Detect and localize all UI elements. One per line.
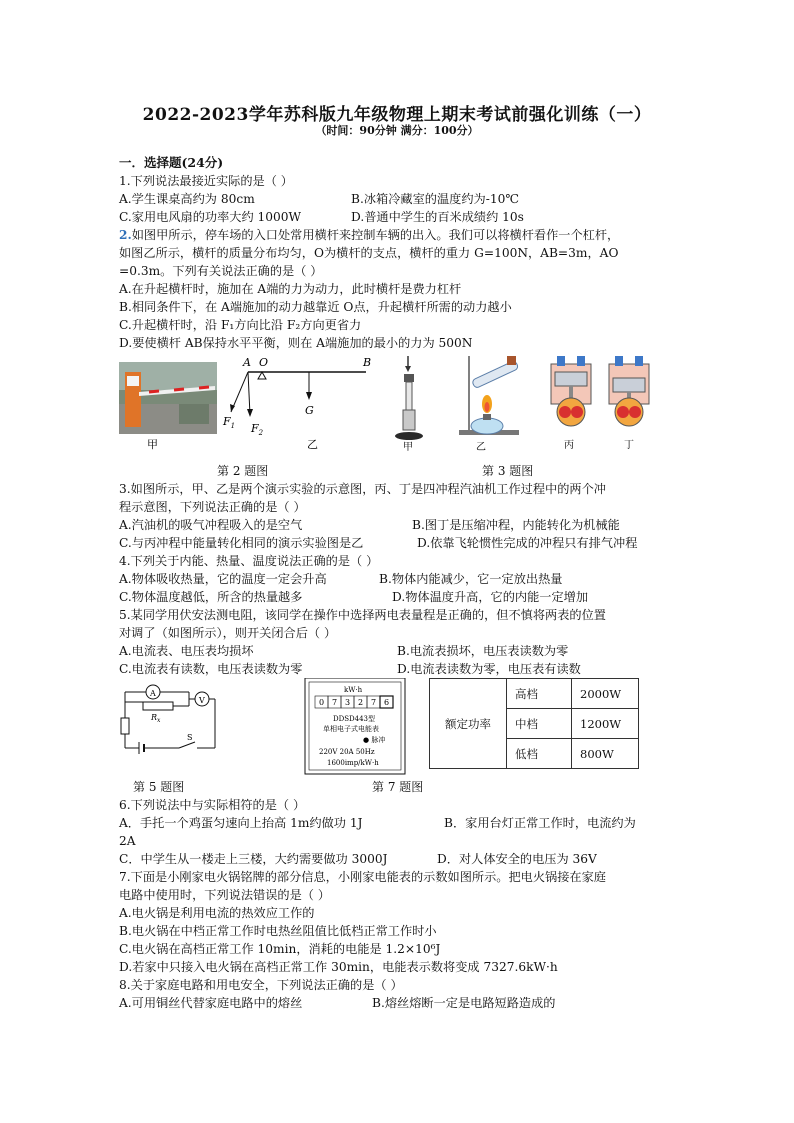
q2-option-b: B.相同条件下，在 A端施加的动力越靠近 O点，升起横杆所需的动力越小 — [119, 300, 512, 314]
q4-option-b: B.物体内能减少，它一定放出热量 — [379, 572, 563, 586]
q5-stem-line-1: 5.某同学用伏安法测电阻，该同学在操作中选择两电表量程是正确的，但不慎将两表的位置 — [119, 608, 606, 622]
gear-power: 2000W — [572, 679, 639, 709]
lever-label-g: G — [305, 404, 314, 417]
meter-digit: 2 — [358, 698, 364, 707]
gear-label: 低档 — [507, 739, 572, 769]
q1-options-ab — [119, 190, 679, 208]
resistor-label: $R_x$ — [151, 713, 161, 724]
q2-option-c: C.升起横杆时，沿 F₁方向比沿 F₂方向更省力 — [119, 318, 362, 332]
meter-digit: 7 — [332, 698, 338, 707]
section-heading: 一．选择题(24分) — [119, 155, 224, 170]
q4-stem: 4.下列关于内能、热量、温度说法正确的是（ ） — [119, 554, 379, 568]
meter-digit: 7 — [371, 698, 377, 707]
q1-option-a: A.学生课桌高约为 80cm — [119, 192, 255, 206]
fig2-label-yi: 乙 — [307, 438, 318, 451]
fig3-label-jia: 甲 — [403, 442, 413, 453]
meter-pulse: ● 脉冲 — [363, 736, 386, 744]
q3-stem-line-1: 3.如图所示，甲、乙是两个演示实验的示意图，丙、丁是四冲程汽油机工作过程中的两个冲 — [119, 482, 606, 496]
q2-option-d: D.要使横杆 AB保持水平平衡，则在 A端施加的最小的力为 500N — [119, 336, 473, 350]
figures-q2-q3 — [119, 352, 679, 462]
gear-power: 1200W — [572, 709, 639, 739]
fig5-caption: 第 5 题图 — [133, 780, 185, 794]
q3-option-d: D.依靠飞轮惯性完成的冲程只有排气冲程 — [417, 536, 638, 550]
q3-option-a: A.汽油机的吸气冲程吸入的是空气 — [119, 518, 303, 532]
q3-option-c: C.与丙冲程中能量转化相同的演示实验图是乙 — [119, 536, 364, 550]
q3-option-b: B.图丁是压缩冲程，内能转化为机械能 — [412, 518, 620, 532]
q7-option-a: A.电火锅是利用电流的热效应工作的 — [119, 906, 315, 920]
exam-content — [119, 154, 679, 1012]
q7-stem-line-2: 电路中使用时，下列说法错误的是（ ） — [119, 888, 331, 902]
meter-digit: 0 — [319, 698, 325, 707]
q5-options-cd — [119, 660, 679, 678]
q1-option-d: D.普通中学生的百米成绩约 10s — [351, 210, 524, 224]
q8-options-ab — [119, 994, 679, 1012]
lever-diagram — [230, 372, 366, 417]
q6-option-d: D．对人体安全的电压为 36V — [437, 852, 597, 866]
q2-option-a: A.在升起横杆时，施加在 A端的力为动力，此时横杆是费力杠杆 — [119, 282, 462, 296]
q4-options-ab — [119, 570, 679, 588]
q1-stem: 1.下列说法最接近实际的是（ ） — [119, 174, 293, 188]
fig3-label-bing: 丙 — [564, 440, 574, 451]
q7-stem-line-1: 7.下面是小刚家电火锅铭牌的部分信息，小刚家电能表的示数如图所示。把电火锅接在家庭 — [119, 870, 606, 884]
q5-option-a: A.电流表、电压表均损坏 — [119, 644, 254, 658]
fig7-caption: 第 7 题图 — [372, 780, 424, 794]
q4-option-c: C.物体温度越低，所含的热量越多 — [119, 590, 303, 604]
meter-digits — [315, 696, 393, 708]
meter-type: 单相电子式电能表 — [323, 725, 379, 733]
figure-captions-row2 — [119, 778, 679, 796]
gear-label: 中档 — [507, 709, 572, 739]
meter-digit: 6 — [384, 698, 390, 707]
q4-options-cd — [119, 588, 679, 606]
q7-option-b: B.电火锅在中档正常工作时电热丝阻值比低档正常工作时小 — [119, 924, 437, 938]
gear-power: 800W — [572, 739, 639, 769]
lever-label-f2: $F_2$ — [251, 422, 264, 437]
engine-stroke-bing — [551, 356, 591, 426]
lever-label-o: O — [259, 356, 269, 369]
barrier-photo — [119, 362, 217, 434]
q5-option-d: D.电流表读数为零，电压表有读数 — [397, 662, 581, 676]
q6-option-a: A．手托一个鸡蛋匀速向上抬高 1m约做功 1J — [119, 816, 363, 830]
gear-label: 高档 — [507, 679, 572, 709]
page-title: 2022-2023学年苏科版九年级物理上期末考试前强化训练（一） — [142, 105, 652, 125]
figures-q2-q3-svg — [119, 352, 679, 462]
q6-option-b: B．家用台灯正常工作时，电流约为 — [444, 816, 636, 830]
q6-option-b-cont: 2A — [119, 834, 136, 848]
q6-options-cd — [119, 850, 679, 868]
lever-label-f1: $F_1$ — [223, 415, 236, 430]
q3-options-ab — [119, 516, 679, 534]
q1-options-cd — [119, 208, 679, 226]
test-tube-heating — [459, 356, 519, 435]
q2-stem-line-1: 2.如图甲所示，停车场的入口处常用横杆来控制车辆的出入。我们可以将横杆看作一个杠杆， — [119, 228, 620, 242]
q2-stem-line-2: 如图乙所示，横杆的质量分布均匀，O为横杆的支点，横杆的重力 G=100N，AB=3m，AO — [119, 246, 619, 260]
q4-option-d: D.物体温度升高，它的内能一定增加 — [392, 590, 589, 604]
lever-label-a: A — [243, 356, 251, 369]
q5-option-b: B.电流表损坏，电压表读数为零 — [397, 644, 569, 658]
q3-options-cd — [119, 534, 679, 552]
q6-option-c: C．中学生从一楼走上三楼，大约需要做功 3000J — [119, 852, 388, 866]
switch-label: S — [187, 733, 193, 742]
q5-options-ab — [119, 642, 679, 660]
meter-model: DDSD443型 — [333, 715, 375, 723]
fig3-caption: 第 3 题图 — [482, 464, 534, 478]
q2-number: 2. — [119, 228, 132, 242]
q7-option-c: C.电火锅在高档正常工作 10min，消耗的电能是 1.2×10⁶J — [119, 942, 441, 956]
fig2-label-jia: 甲 — [147, 438, 158, 451]
q1-option-b: B.冰箱冷藏室的温度约为-10℃ — [351, 192, 519, 206]
q5-stem-line-2: 对调了（如图所示），则开关闭合后（ ） — [119, 626, 337, 640]
q8-option-b: B.熔丝熔断一定是电路短路造成的 — [372, 996, 556, 1010]
fig2-caption: 第 2 题图 — [217, 464, 269, 478]
q1-option-c: C.家用电风扇的功率大约 1000W — [119, 210, 302, 224]
q6-stem: 6.下列说法中与实际相符的是（ ） — [119, 798, 306, 812]
q5-option-c: C.电流表有读数，电压表读数为零 — [119, 662, 303, 676]
lever-label-b: B — [363, 356, 372, 369]
power-table — [429, 678, 639, 769]
figure-captions-row1 — [119, 462, 679, 480]
q2-stem-line-3: =0.3m。下列有关说法正确的是（ ） — [119, 264, 323, 278]
q3-stem-line-2: 程示意图，下列说法正确的是（ ） — [119, 500, 306, 514]
q7-option-d: D.若家中只接入电火锅在高档正常工作 30min，电能表示数将变成 7327.6kW·h — [119, 960, 558, 974]
q8-option-a: A.可用铜丝代替家庭电路中的熔丝 — [119, 996, 303, 1010]
engine-stroke-ding — [609, 356, 649, 426]
figures-q5-q7 — [119, 678, 679, 778]
q6-options-ab — [119, 814, 679, 832]
meter-spec: 220V 20A 50Hz — [319, 748, 375, 756]
meter-impulse: 1600imp/kW·h — [327, 759, 379, 767]
page-subtitle: （时间：90分钟 满分：100分） — [315, 124, 479, 137]
fire-piston-apparatus — [395, 356, 423, 440]
fig3-label-yi: 乙 — [476, 442, 486, 453]
power-table-label: 额定功率 — [430, 679, 507, 769]
ammeter-label: A — [150, 689, 156, 698]
fig3-label-ding: 丁 — [624, 440, 634, 451]
meter-digit: 3 — [345, 698, 351, 707]
voltmeter-label: V — [199, 696, 205, 705]
meter-unit: kW·h — [344, 686, 363, 694]
q8-stem: 8.关于家庭电路和用电安全，下列说法正确的是（ ） — [119, 978, 403, 992]
q4-option-a: A.物体吸收热量，它的温度一定会升高 — [119, 572, 327, 586]
